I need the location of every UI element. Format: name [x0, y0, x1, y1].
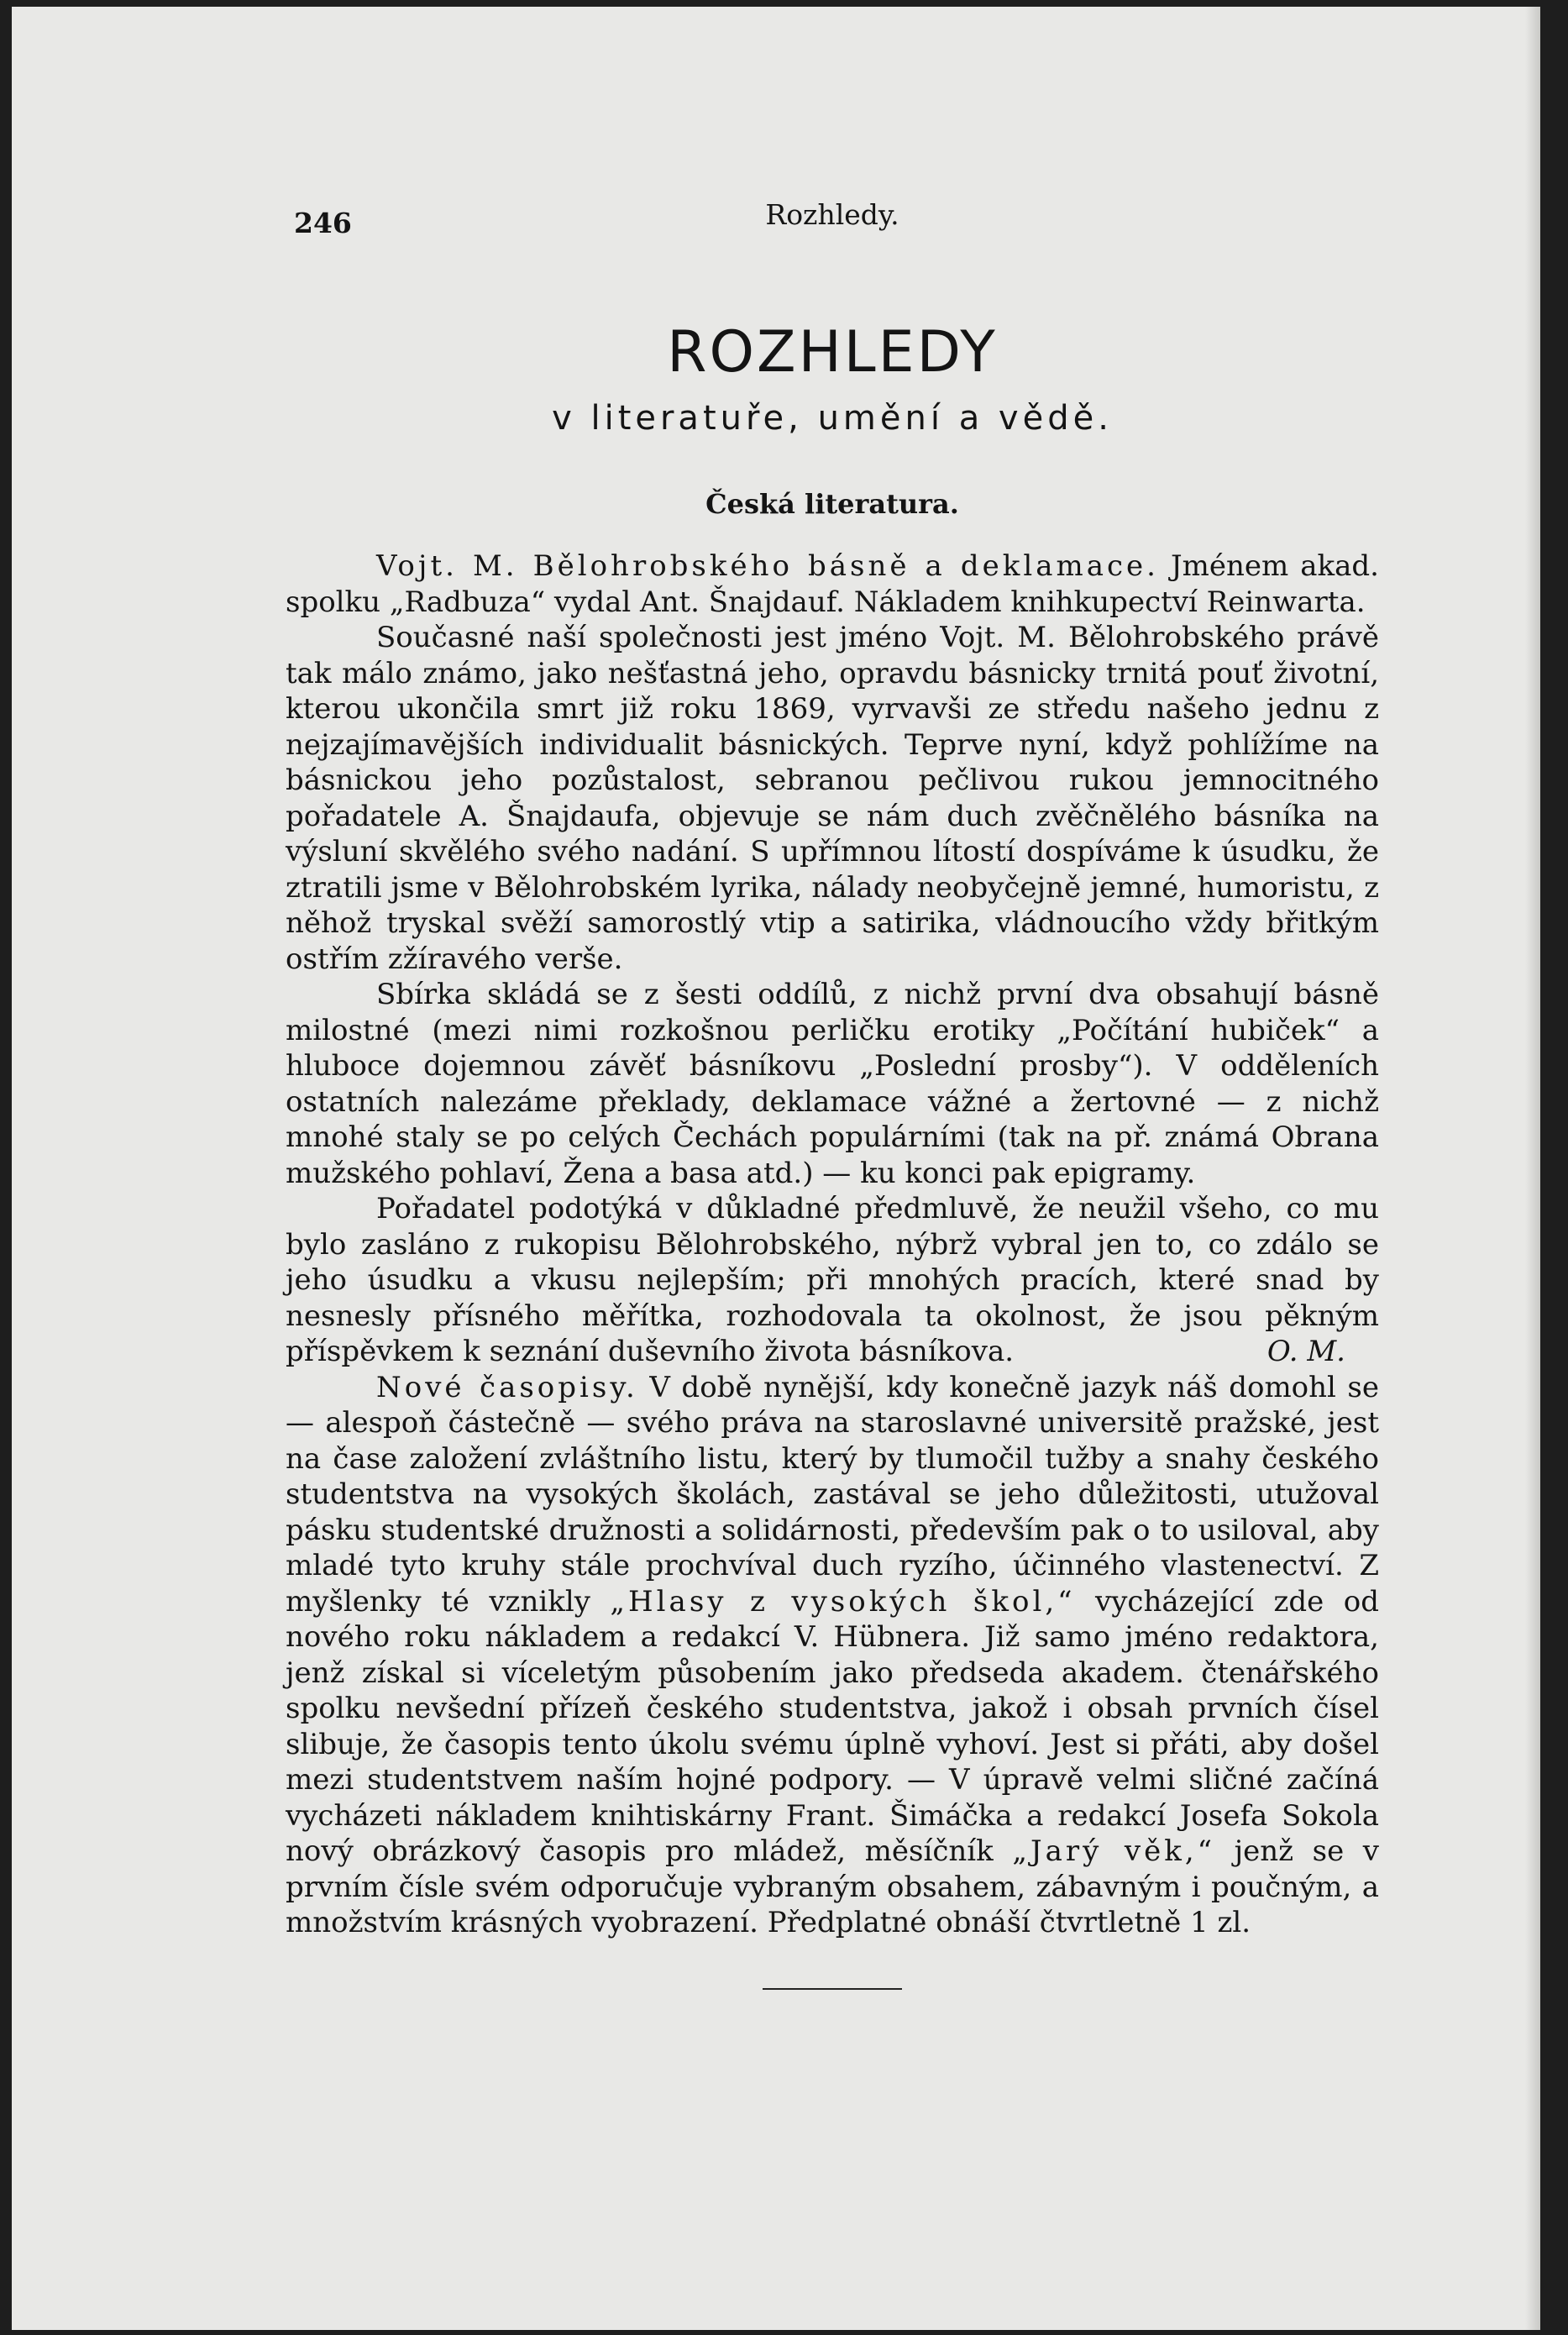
paragraph-1-lead: Vojt. M. Bělohrobského básně a deklamace.	[376, 549, 1159, 583]
paragraph-1	[286, 548, 1379, 620]
paragraph-3: Sbírka skládá se z šesti oddílů, z nichž první dva obsahují básně milostné (mezi nimi rozkošnou perličku erotiky „Počítání hubiček“ a hluboce dojemnou závěť básníkovu „Poslední prosby“). V odděleních ostatních nalezáme překlady, deklamace vážné a žertovné — z nichž mnohé staly se po celých Čechách populárními (tak na př. známá Obrana mužského pohlaví, Žena a basa atd.) — ku konci pak epigramy.	[286, 978, 1379, 1190]
paragraph-4	[286, 1191, 1379, 1370]
paragraph-5-lead: Nové časopisy.	[376, 1370, 638, 1404]
page-number: 246	[294, 207, 352, 239]
closing-rule	[763, 1988, 902, 1990]
running-title: Rozhledy.	[765, 198, 899, 231]
paragraph-5	[286, 1370, 1379, 1941]
running-head	[286, 193, 1379, 244]
periodical-title-2: „Jarý věk,“	[1012, 1834, 1216, 1868]
paragraph-5-text-2: vycházející zde od nového roku nákladem a redakcí V. Hübnera. Již samo jméno redaktora, jenž získal si víceletým působením jako předseda akadem. čtenářského spolku nevšední přízeň českého studentstva, jakož i obsah prvních čísel slibuje, že časopis tento úkolu svému úplně vyhoví. Jest si přáti, aby došel mezi studentstvem naším hojné podpory. — V úpravě velmi sličné začíná vycházeti nákladem knihtiskárny Frant. Šimáčka a redakcí Josefa Sokola nový obrázkový časopis pro mládež, měsíčník	[286, 1584, 1380, 1868]
paragraph-1-text: Jménem akad. spolku „Radbuza“ vydal Ant. Šnajdauf. Nákladem knihkupectví Reinwarta.	[286, 549, 1379, 619]
periodical-title-1: „Hlasy z vysokých škol,“	[610, 1584, 1076, 1619]
section-heading: Česká literatura.	[705, 488, 959, 520]
paragraph-5-text-3: jenž se v prvním čísle svém odporučuje vybraným obsahem, zábavným i poučným, a množstvím krásných vyobrazení. Předplatné obnáší čtvrtletně 1 zl.	[286, 1834, 1380, 1939]
article-body	[286, 548, 1379, 1941]
paragraph-5-text-1: V době nynější, kdy konečně jazyk náš domohl se — alespoň částečně — svého práva na staroslavné universitě pražské, jest na čase založení zvláštního listu, který by tlumočil tužby a snahy českého studentstva na vysokých školách, zastával se jeho důležitosti, utužoval pásku studentské družnosti a solidárnosti, především pak o to usiloval, aby mladé tyto kruhy stále prochvíval duch ryzího, účinného vlastenectví. Z myšlenky té vznikly	[286, 1370, 1379, 1619]
page-content	[286, 193, 1379, 1990]
paragraph-4-text: Pořadatel podotýká v důkladné předmluvě, že neužil všeho, co mu bylo zasláno z rukopisu Bělohrobského, nýbrž vybral jen to, co zdálo se jeho úsudku a vkusu nejlepším; při mnohých pracích, které snad by nesnesly přísného měřítka, rozhodovala ta okolnost, že jsou pěkným příspěvkem k seznání duševního života básníkova.	[286, 1192, 1379, 1368]
page	[12, 7, 1540, 2330]
subtitle: v literatuře, umění a vědě.	[552, 399, 1113, 438]
signature: O. M.	[1266, 1335, 1345, 1368]
main-title: ROZHLEDY	[667, 319, 998, 386]
paragraph-2: Současné naší společnosti jest jméno Vojt. M. Bělohrobského právě tak málo známo, jako nešťastná jeho, opravdu básnicky trnitá pouť životní, kterou ukončila smrt již roku 1869, vyrvavši ze středu našeho jednu z nejzajímavějších individualit básnických. Teprve nyní, když pohlížíme na básnickou jeho pozůstalost, sebranou pečlivou rukou jemnocitného pořadatele A. Šnajdaufa, objevuje se nám duch zvěčnělého básníka na výsluní skvělého svého nadání. S upřímnou lítostí dospíváme k úsudku, že ztratili jsme v Bělohrobském lyrika, nálady neobyčejně jemné, humoristu, z něhož tryskal svěží samorostlý vtip a satirika, vládnoucího vždy břitkým ostřím zžíravého verše.	[286, 621, 1379, 976]
